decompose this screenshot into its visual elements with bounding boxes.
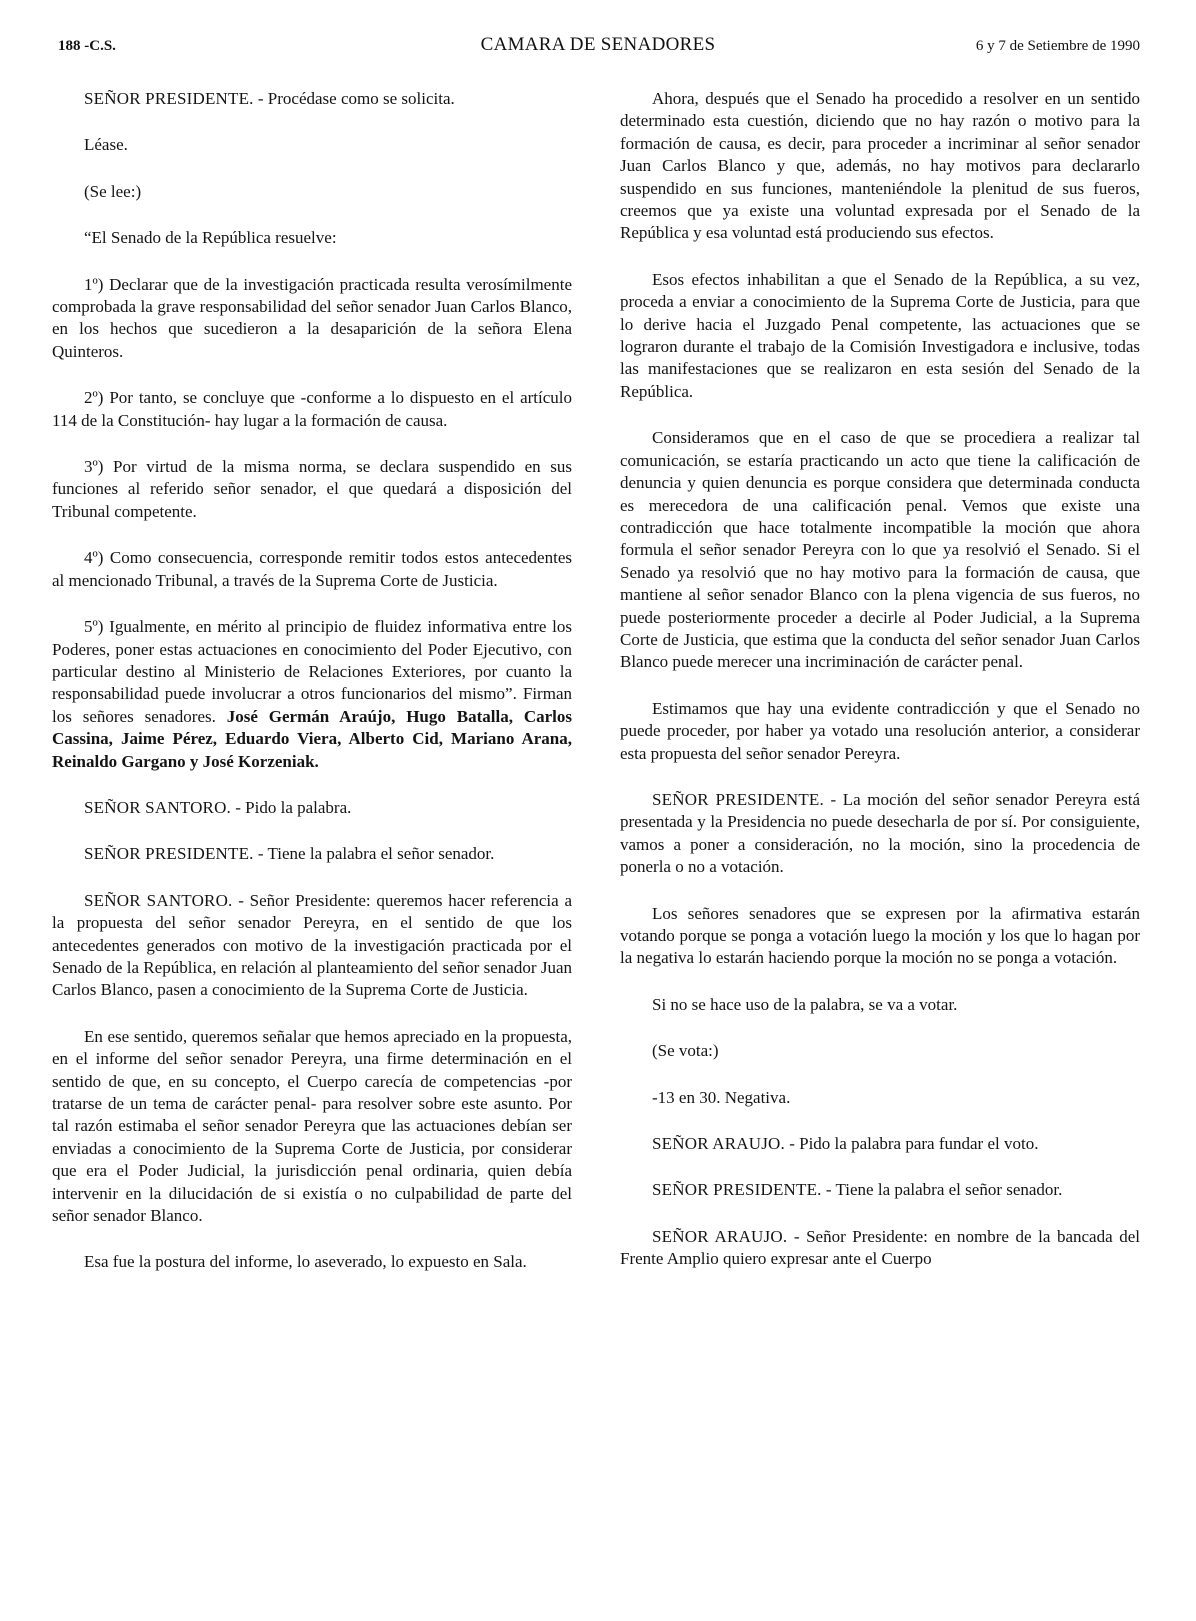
paragraph: Estimamos que hay una evidente contradicción y que el Senado no puede proceder, por haber ya votado una resolución anterior, a considerar esta propuesta del señor senador Pereyra. [620,698,1140,763]
resolution-item: 1º) Declarar que de la investigación practicada resulta verosímilmente comprobada la grave responsabilidad del señor senador Juan Carlos Blanco, en los hechos que sucedieron a la desaparición de la señora Elena Quinteros. [52,274,572,361]
vote-result: -13 en 30. Negativa. [652,1087,791,1107]
speech-text: - Señor Presidente: queremos hacer referencia a la propuesta del señor senador Pereyra, en el sentido de que los antecedentes generados con motivo de la investigación practicada por el Senado de la República, en relación al planteamiento del señor senador Juan Carlos Blanco, pasen a conocimiento de la Suprema Corte de Justicia. [52,890,572,1000]
speaker-name: SEÑOR SANTORO. [84,797,232,817]
resolution-text: 5º) Igualmente, en mérito al principio de fluidez informativa entre los Poderes, poner estas actuaciones en conocimiento del Poder Ejecutivo, con particular destino al Ministerio de Relaciones Exteriores, por cuanto la responsabilidad puede involucrar a otros funcionarios del mismo”. Firman los señores senadores. [52,617,572,726]
paragraph [620,1133,1140,1155]
paragraph: Esos efectos inhabilitan a que el Senado de la República, a su vez, proceda a enviar a conocimiento de la Suprema Corte de Justicia, para que lo derive hacia el Juzgado Penal competente, las actuaciones que se lograron durante el trabajo de la Comisión Investigadora e inclusive, todas las manifestaciones que se realizaron en esta sesión del Senado de la República. [620,269,1140,401]
speaker-name: SEÑOR PRESIDENTE. [84,844,254,864]
resolution-item: 3º) Por virtud de la misma norma, se declara suspendido en sus funciones al referido señor senador, el que quedará a disposición del Tribunal competente. [52,457,572,521]
speech-text: - La moción del señor senador Pereyra está presentada y la Presidencia no puede desecharla de por sí. Por consiguiente, vamos a poner a consideración, no la moción, sino la procedencia de ponerla o no a votación. [620,789,1140,877]
paragraph: Ahora, después que el Senado ha procedido a resolver en un sentido determinado esta cuestión, diciendo que no hay razón o motivo para la formación de causa, es decir, para proceder a incriminar al señor senador Juan Carlos Blanco y que, además, no hay motivos para declararlo suspendido en sus funciones, manteniéndole la plenitud de sus fueros, creemos que ya existe una voluntad expresada por el Senado de la República y esa voluntad está produciendo sus efectos. [620,89,1140,243]
paragraph [620,1226,1140,1271]
paragraph: Esa fue la postura del informe, lo aseverado, lo expuesto en Sala. [84,1252,527,1272]
speaker-name: SEÑOR PRESIDENTE. [652,1180,822,1200]
paragraph [620,1179,1140,1201]
speech-text: - Pido la palabra. [231,797,352,817]
signatory-names: José Germán Araújo, Hugo Batalla, Carlos Cassina, Jaime Pérez, Eduardo Viera, Alberto Cid, Mariano Arana, Reinaldo Gargano y José Korzeniak. [52,706,572,771]
paragraph [52,843,572,865]
paragraph: Consideramos que en el caso de que se procediera a realizar tal comunicación, se estaría practicando un acto que tiene la calificación de denuncia y quien denuncia es porque considera que determinada conducta es merecedora de una calificación penal. Vemos que existe una contradicción que hace totalmente incompatible la moción que ahora formula el señor senador Pereyra con lo que ya resolvió el Senado. Si el Senado ya resolvió que no hay motivo para la formación de causa, que mantiene al señor senador Blanco con la plena vigencia de sus fueros, no puede posteriormente proceder a decirle al Poder Judicial, a la Suprema Corte de Justicia, que estima que la conducta del señor senador Juan Carlos Blanco puede merecer una incriminación de carácter penal. [620,428,1140,672]
speech-text: - Procédase como se solicita. [253,89,455,108]
paragraph [52,797,572,819]
paragraph: Los señores senadores que se expresen por la afirmativa estarán votando porque se ponga a votación luego la moción y los que lo hagan por la negativa lo estarán haciendo porque la moción no se ponga a votación. [620,903,1140,968]
speaker-name: SEÑOR ARAUJO. [652,1226,788,1246]
paragraph [52,88,572,110]
speech-text: - Pido la palabra para fundar el voto. [784,1134,1039,1154]
paragraph: Si no se hace uso de la palabra, se va a votar. [652,994,958,1014]
page-header [48,34,1148,64]
resolution-item: 4º) Como consecuencia, corresponde remitir todos estos antecedentes al mencionado Tribunal, a través de la Suprema Corte de Justicia. [52,548,572,590]
resolution-item [52,616,572,773]
speaker-name: SEÑOR PRESIDENTE. [652,789,824,809]
resolution-item: 2º) Por tanto, se concluye que -conforme a lo dispuesto en el artículo 114 de la Constitución- hay lugar a la formación de causa. [52,388,572,430]
right-column [620,88,1140,1295]
speaker-name: SEÑOR PRESIDENTE. [84,89,254,108]
paragraph: (Se lee:) [84,181,142,201]
speaker-name: SEÑOR ARAUJO. [652,1134,785,1154]
chamber-title: CAMARA DE SENADORES [480,34,716,55]
paragraph [52,890,572,1002]
paragraph [620,789,1140,879]
speech-text: - Señor Presidente: en nombre de la bancada del Frente Amplio quiero expresar ante el Cuerpo [620,1226,1140,1269]
speech-text: - Tiene la palabra el señor senador. [821,1180,1063,1200]
speech-text: - Tiene la palabra el señor senador. [253,844,495,864]
speaker-name: SEÑOR SANTORO. [84,890,233,910]
session-date: 6 y 7 de Setiembre de 1990 [975,38,1140,54]
paragraph: Léase. [84,135,128,155]
page-reference: 188 -C.S. [58,38,116,54]
paragraph: En ese sentido, queremos señalar que hemos apreciado en la propuesta, en el informe del señor senador Pereyra, una firme determinación en el sentido de que, en su concepto, el Cuerpo carecía de competencias -por tratarse de un tema de carácter penal- para resolver sobre este asunto. Por tal razón estimaba el señor senador Pereyra que las actuaciones debían ser enviadas a conocimiento de la Suprema Corte de Justicia, por considerar que era el Poder Judicial, la jurisdicción penal ordinaria, quien debía intervenir en la dilucidación de si existía o no culpabilidad de parte del señor senador Blanco. [52,1026,572,1226]
paragraph: (Se vota:) [652,1041,719,1061]
paragraph: “El Senado de la República resuelve: [84,228,337,248]
left-column [52,88,572,1298]
